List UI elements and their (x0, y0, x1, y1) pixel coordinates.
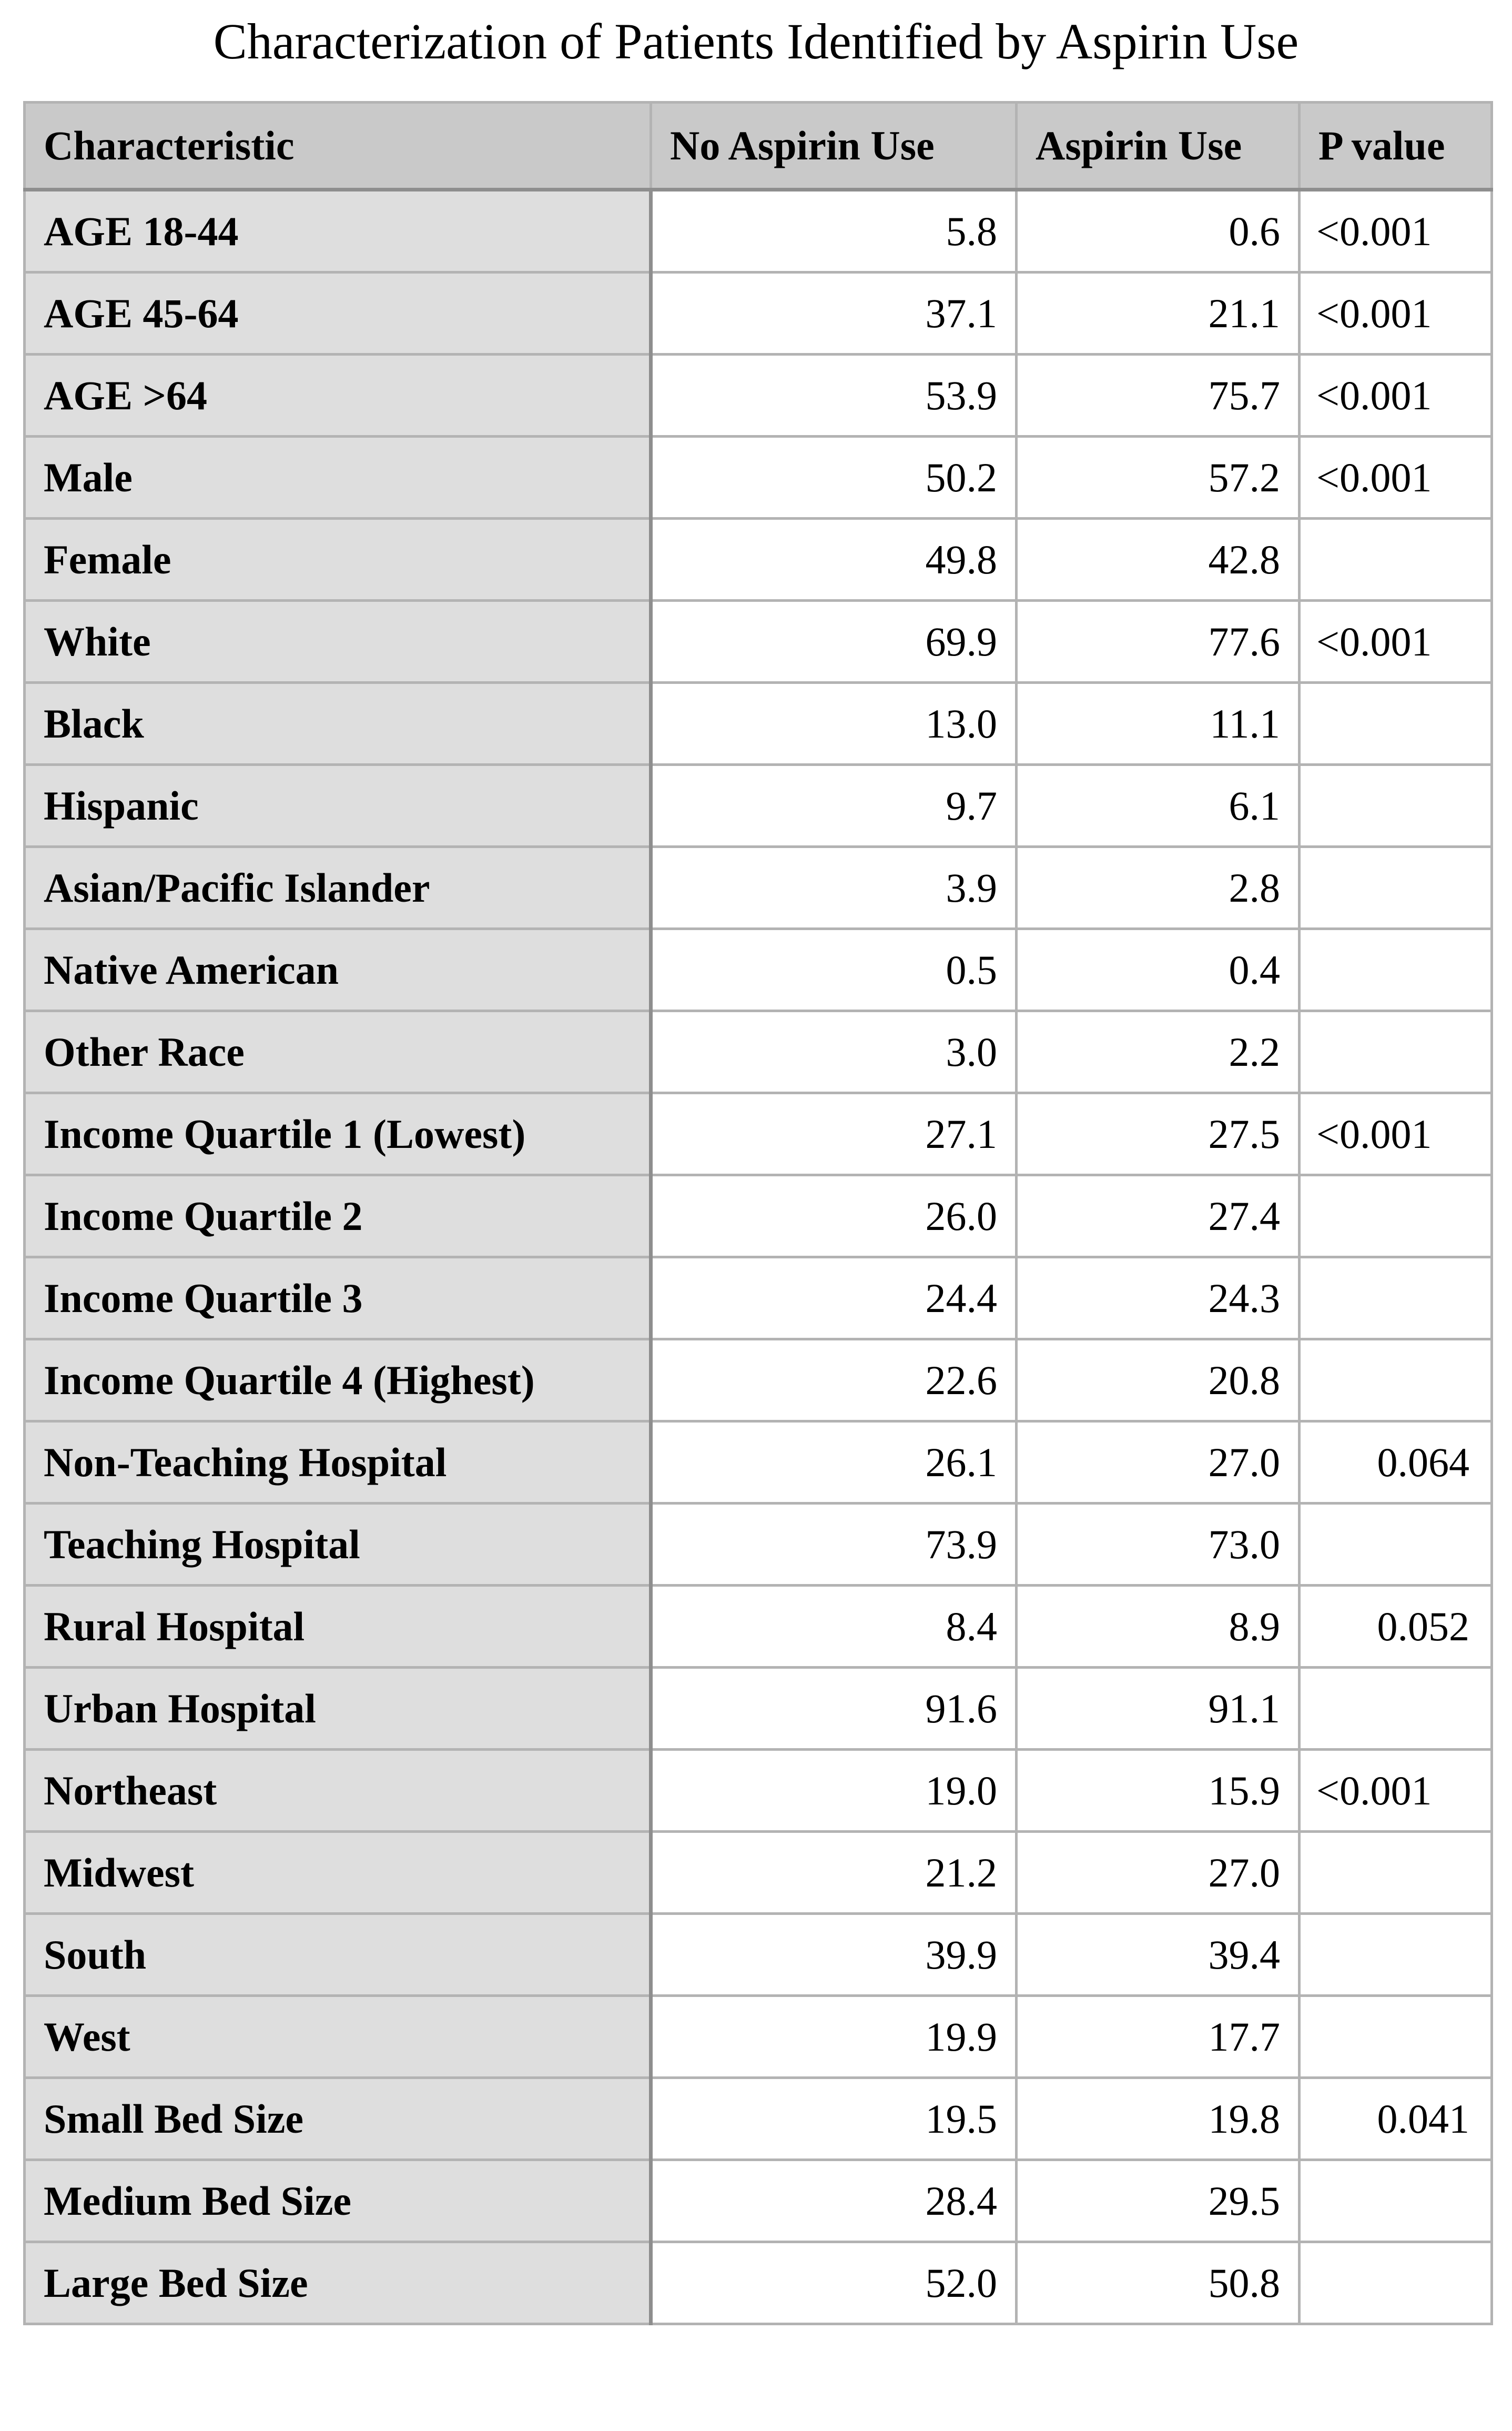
table-row (25, 1668, 1492, 1750)
no-aspirin-cell: 26.1 (651, 1421, 1017, 1504)
table-body (25, 190, 1492, 2324)
aspirin-cell: 8.9 (1017, 1586, 1300, 1668)
p-value-cell (1300, 2160, 1492, 2242)
no-aspirin-cell: 13.0 (651, 683, 1017, 765)
p-value-cell: <0.001 (1300, 190, 1492, 273)
characteristic-cell: Rural Hospital (25, 1586, 651, 1668)
p-value-cell: <0.001 (1300, 1093, 1492, 1175)
no-aspirin-cell: 9.7 (651, 765, 1017, 847)
characteristic-cell: Black (25, 683, 651, 765)
table-row (25, 2242, 1492, 2324)
aspirin-cell: 17.7 (1017, 1996, 1300, 2078)
aspirin-cell: 15.9 (1017, 1750, 1300, 1832)
p-value-cell (1300, 847, 1492, 929)
characteristic-cell: Asian/Pacific Islander (25, 847, 651, 929)
no-aspirin-cell: 73.9 (651, 1504, 1017, 1586)
p-value-cell (1300, 1914, 1492, 1996)
aspirin-cell: 42.8 (1017, 519, 1300, 601)
aspirin-cell: 29.5 (1017, 2160, 1300, 2242)
aspirin-cell: 2.8 (1017, 847, 1300, 929)
p-value-cell: 0.041 (1300, 2078, 1492, 2160)
p-value-cell (1300, 1257, 1492, 1339)
aspirin-cell: 11.1 (1017, 683, 1300, 765)
p-value-cell (1300, 929, 1492, 1011)
p-value-cell (1300, 1011, 1492, 1093)
no-aspirin-cell: 8.4 (651, 1586, 1017, 1668)
aspirin-cell: 19.8 (1017, 2078, 1300, 2160)
p-value-cell: <0.001 (1300, 437, 1492, 519)
no-aspirin-cell: 69.9 (651, 601, 1017, 683)
aspirin-cell: 0.6 (1017, 190, 1300, 273)
characteristic-cell: Income Quartile 1 (Lowest) (25, 1093, 651, 1175)
table-row (25, 1421, 1492, 1504)
aspirin-cell: 0.4 (1017, 929, 1300, 1011)
table-row (25, 1586, 1492, 1668)
characteristic-cell: Hispanic (25, 765, 651, 847)
p-value-cell (1300, 2242, 1492, 2324)
p-value-cell (1300, 765, 1492, 847)
aspirin-cell: 39.4 (1017, 1914, 1300, 1996)
table-row (25, 190, 1492, 273)
no-aspirin-cell: 5.8 (651, 190, 1017, 273)
aspirin-cell: 75.7 (1017, 355, 1300, 437)
p-value-cell: 0.064 (1300, 1421, 1492, 1504)
aspirin-cell: 27.0 (1017, 1421, 1300, 1504)
header-characteristic: Characteristic (25, 103, 651, 190)
no-aspirin-cell: 19.5 (651, 2078, 1017, 2160)
characteristic-cell: Large Bed Size (25, 2242, 651, 2324)
table-row (25, 519, 1492, 601)
table-row (25, 1257, 1492, 1339)
p-value-cell (1300, 519, 1492, 601)
p-value-cell (1300, 1504, 1492, 1586)
table-row (25, 929, 1492, 1011)
header-aspirin-use: Aspirin Use (1017, 103, 1300, 190)
table-row (25, 2160, 1492, 2242)
no-aspirin-cell: 0.5 (651, 929, 1017, 1011)
characteristic-cell: Female (25, 519, 651, 601)
aspirin-cell: 2.2 (1017, 1011, 1300, 1093)
no-aspirin-cell: 24.4 (651, 1257, 1017, 1339)
characteristic-cell: Income Quartile 3 (25, 1257, 651, 1339)
header-no-aspirin-use: No Aspirin Use (651, 103, 1017, 190)
p-value-cell (1300, 683, 1492, 765)
no-aspirin-cell: 50.2 (651, 437, 1017, 519)
aspirin-cell: 73.0 (1017, 1504, 1300, 1586)
no-aspirin-cell: 52.0 (651, 2242, 1017, 2324)
characteristic-cell: Midwest (25, 1832, 651, 1914)
characteristic-cell: Income Quartile 2 (25, 1175, 651, 1257)
characteristic-cell: AGE >64 (25, 355, 651, 437)
patient-characteristics-table (23, 101, 1493, 2325)
table-row (25, 1339, 1492, 1421)
header-p-value: P value (1300, 103, 1492, 190)
characteristic-cell: Income Quartile 4 (Highest) (25, 1339, 651, 1421)
p-value-cell: <0.001 (1300, 273, 1492, 355)
no-aspirin-cell: 3.9 (651, 847, 1017, 929)
p-value-cell: <0.001 (1300, 601, 1492, 683)
p-value-cell: <0.001 (1300, 355, 1492, 437)
aspirin-cell: 91.1 (1017, 1668, 1300, 1750)
no-aspirin-cell: 21.2 (651, 1832, 1017, 1914)
aspirin-cell: 27.5 (1017, 1093, 1300, 1175)
no-aspirin-cell: 28.4 (651, 2160, 1017, 2242)
no-aspirin-cell: 49.8 (651, 519, 1017, 601)
page-title: Characterization of Patients Identified by Aspirin Use (213, 13, 1299, 69)
characteristic-cell: Urban Hospital (25, 1668, 651, 1750)
no-aspirin-cell: 39.9 (651, 1914, 1017, 1996)
table-row (25, 1914, 1492, 1996)
aspirin-cell: 27.4 (1017, 1175, 1300, 1257)
aspirin-cell: 77.6 (1017, 601, 1300, 683)
p-value-cell (1300, 1668, 1492, 1750)
table-row (25, 437, 1492, 519)
characteristic-cell: White (25, 601, 651, 683)
table-row (25, 683, 1492, 765)
no-aspirin-cell: 26.0 (651, 1175, 1017, 1257)
table-row (25, 1504, 1492, 1586)
no-aspirin-cell: 53.9 (651, 355, 1017, 437)
characteristic-cell: West (25, 1996, 651, 2078)
table-row (25, 601, 1492, 683)
no-aspirin-cell: 19.9 (651, 1996, 1017, 2078)
no-aspirin-cell: 3.0 (651, 1011, 1017, 1093)
characteristic-cell: South (25, 1914, 651, 1996)
no-aspirin-cell: 37.1 (651, 273, 1017, 355)
no-aspirin-cell: 22.6 (651, 1339, 1017, 1421)
aspirin-cell: 6.1 (1017, 765, 1300, 847)
table-row (25, 1750, 1492, 1832)
characteristic-cell: Other Race (25, 1011, 651, 1093)
table-row (25, 1996, 1492, 2078)
aspirin-cell: 21.1 (1017, 273, 1300, 355)
characteristic-cell: Northeast (25, 1750, 651, 1832)
header-row (25, 103, 1492, 190)
no-aspirin-cell: 27.1 (651, 1093, 1017, 1175)
table-row (25, 273, 1492, 355)
table-row (25, 1832, 1492, 1914)
no-aspirin-cell: 91.6 (651, 1668, 1017, 1750)
table-header (25, 103, 1492, 190)
p-value-cell (1300, 1175, 1492, 1257)
characteristic-cell: Native American (25, 929, 651, 1011)
characteristic-cell: Non-Teaching Hospital (25, 1421, 651, 1504)
table-row (25, 1011, 1492, 1093)
p-value-cell: <0.001 (1300, 1750, 1492, 1832)
no-aspirin-cell: 19.0 (651, 1750, 1017, 1832)
aspirin-cell: 57.2 (1017, 437, 1300, 519)
p-value-cell (1300, 1996, 1492, 2078)
p-value-cell (1300, 1832, 1492, 1914)
p-value-cell (1300, 1339, 1492, 1421)
aspirin-cell: 50.8 (1017, 2242, 1300, 2324)
table-row (25, 355, 1492, 437)
characteristic-cell: Small Bed Size (25, 2078, 651, 2160)
characteristic-cell: AGE 45-64 (25, 273, 651, 355)
table-row (25, 765, 1492, 847)
characteristic-cell: Male (25, 437, 651, 519)
p-value-cell: 0.052 (1300, 1586, 1492, 1668)
aspirin-cell: 24.3 (1017, 1257, 1300, 1339)
characteristic-cell: Teaching Hospital (25, 1504, 651, 1586)
aspirin-cell: 27.0 (1017, 1832, 1300, 1914)
characteristic-cell: AGE 18-44 (25, 190, 651, 273)
table-row (25, 1175, 1492, 1257)
table-row (25, 1093, 1492, 1175)
characteristic-cell: Medium Bed Size (25, 2160, 651, 2242)
aspirin-cell: 20.8 (1017, 1339, 1300, 1421)
table-row (25, 847, 1492, 929)
table-row (25, 2078, 1492, 2160)
